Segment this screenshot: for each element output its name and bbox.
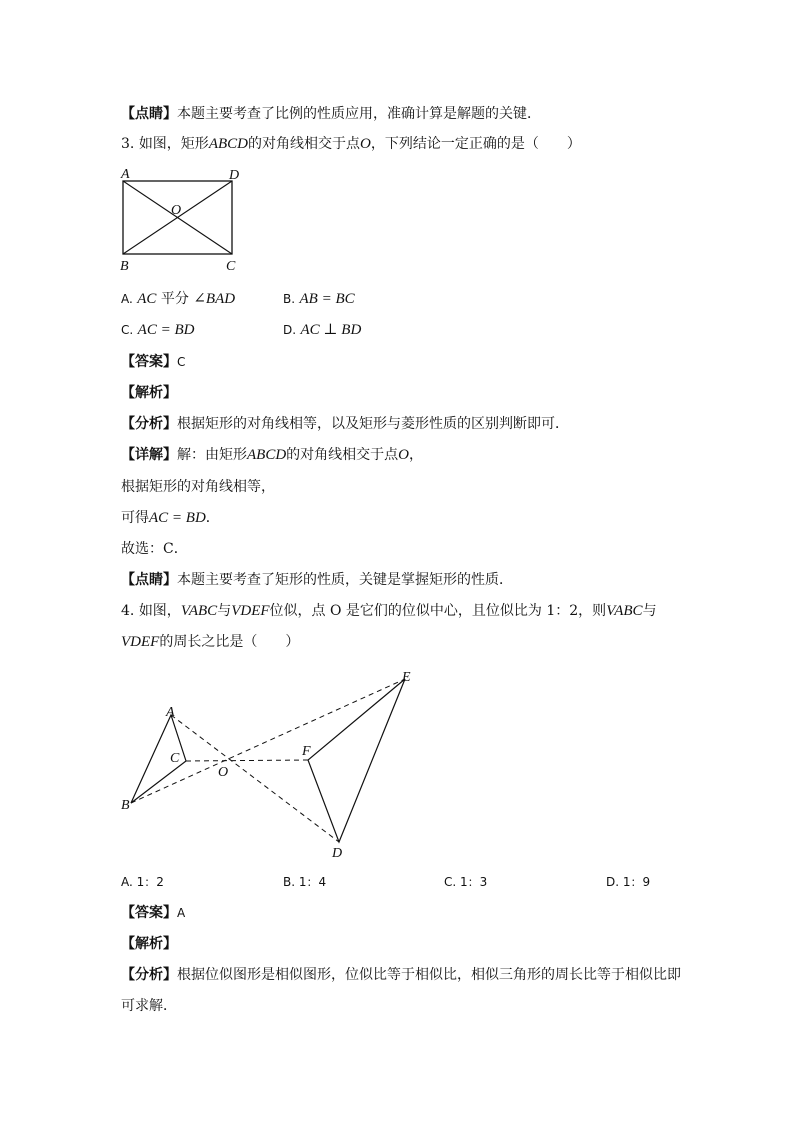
stem-text: 如图，矩形 — [138, 136, 209, 152]
xiangjie-text: 可得 — [121, 510, 149, 526]
dianjing-line — [121, 570, 513, 590]
question-number: 3. — [121, 136, 135, 152]
label-b: B — [120, 259, 129, 274]
answer-value: C — [177, 355, 186, 369]
label-c: C — [170, 751, 180, 766]
xiangjie-line-4: 故选：C． — [121, 541, 188, 557]
rectangle-figure — [112, 164, 247, 276]
note-tag: 【点睛】 — [121, 106, 177, 122]
option-math: AB = BC — [299, 291, 355, 307]
option-label: A. — [121, 292, 133, 306]
xiangjie-math: O — [398, 447, 410, 463]
answer-line — [121, 903, 185, 923]
option-b[interactable] — [283, 289, 355, 309]
fenxi-tag: 【分析】 — [121, 416, 177, 432]
option-d[interactable]: D. 1：9 — [606, 875, 651, 889]
stem-math: O — [359, 136, 371, 152]
xiangjie-line-2: 根据矩形的对角线相等， — [121, 479, 275, 495]
fenxi-line — [121, 414, 569, 434]
analysis-tag: 【解析】 — [121, 385, 177, 401]
question-3-stem — [121, 134, 581, 154]
xiangjie-text: 的对角线相交于点 — [286, 447, 399, 463]
dashed-line-be — [131, 679, 405, 803]
option-c[interactable] — [121, 320, 194, 340]
stem-text: ，下列结论一定正确的是（ ） — [370, 136, 581, 152]
dashed-line-cf — [186, 760, 308, 761]
option-text: 平分 — [160, 291, 189, 307]
label-d: D — [229, 168, 240, 183]
label-a: A — [166, 705, 175, 720]
option-a[interactable]: A. 1：2 — [121, 875, 164, 889]
stem-text: 与 — [217, 603, 232, 619]
label-e: E — [402, 670, 411, 685]
xiangjie-tag: 【详解】 — [121, 447, 177, 463]
dianjing-text: 本题主要考查了矩形的性质，关键是掌握矩形的性质． — [177, 572, 513, 588]
analysis-tag: 【解析】 — [121, 936, 177, 952]
fenxi-tag: 【分析】 — [121, 967, 177, 983]
label-o: O — [218, 765, 229, 780]
note-line — [121, 104, 541, 124]
stem-math: VDEF — [121, 634, 160, 650]
dashed-line-ad — [171, 715, 339, 842]
label-c: C — [226, 259, 236, 274]
option-label: D. — [283, 323, 297, 337]
answer-tag: 【答案】 — [121, 905, 177, 921]
answer-value: A — [177, 906, 186, 920]
label-b: B — [121, 798, 130, 813]
option-math: AC — [137, 291, 157, 307]
dianjing-tag: 【点睛】 — [121, 572, 177, 588]
xiangjie-text: ， — [409, 447, 424, 463]
label-f: F — [302, 744, 311, 759]
xiangjie-line-3 — [121, 508, 220, 528]
stem-text: 的对角线相交于点 — [247, 136, 360, 152]
stem-math: ABCD — [208, 136, 248, 152]
fenxi-text: 根据矩形的对角线相等，以及矩形与菱形性质的区别判断即可． — [177, 416, 569, 432]
answer-line — [121, 352, 185, 372]
option-a[interactable] — [121, 289, 235, 309]
option-d[interactable] — [283, 320, 361, 340]
label-a: A — [121, 167, 130, 182]
analysis-heading — [121, 934, 177, 954]
analysis-heading — [121, 383, 177, 403]
fenxi-line-2: 可求解． — [121, 998, 177, 1014]
question-number: 4. — [121, 603, 135, 619]
question-4-stem-2 — [121, 632, 299, 652]
triangle-def — [308, 679, 405, 842]
option-math: ∠BAD — [193, 291, 236, 307]
stem-text: 与 — [642, 603, 657, 619]
homothety-figure — [112, 660, 422, 865]
option-label: B. — [283, 292, 296, 306]
stem-math: VABC — [180, 603, 218, 619]
stem-text: 如图， — [138, 603, 181, 619]
label-d: D — [332, 846, 343, 861]
fenxi-line — [121, 965, 681, 985]
option-math: AC ⊥ BD — [300, 322, 362, 338]
xiangjie-math: ABCD — [247, 447, 287, 463]
note-text: 本题主要考查了比例的性质应用，准确计算是解题的关键． — [177, 106, 541, 122]
label-o: O — [171, 203, 182, 218]
fenxi-text: 根据位似图形是相似图形，位似比等于相似比，相似三角形的周长比等于相似比即 — [177, 967, 681, 983]
stem-math: VDEF — [231, 603, 270, 619]
stem-text: 位似，点 O 是它们的位似中心，且位似比为 1：2，则 — [269, 603, 607, 619]
option-label: C. — [121, 323, 134, 337]
answer-tag: 【答案】 — [121, 354, 177, 370]
xiangjie-text: ． — [205, 510, 220, 526]
option-c[interactable]: C. 1：3 — [444, 875, 488, 889]
xiangjie-text: 解：由矩形 — [177, 447, 247, 463]
xiangjie-math: AC = BD — [149, 510, 206, 526]
question-4-stem — [121, 601, 657, 621]
stem-math: VABC — [606, 603, 643, 619]
xiangjie-line — [121, 445, 423, 465]
option-math: AC = BD — [137, 322, 195, 338]
stem-text: 的周长之比是（ ） — [159, 634, 300, 650]
option-b[interactable]: B. 1：4 — [283, 875, 327, 889]
